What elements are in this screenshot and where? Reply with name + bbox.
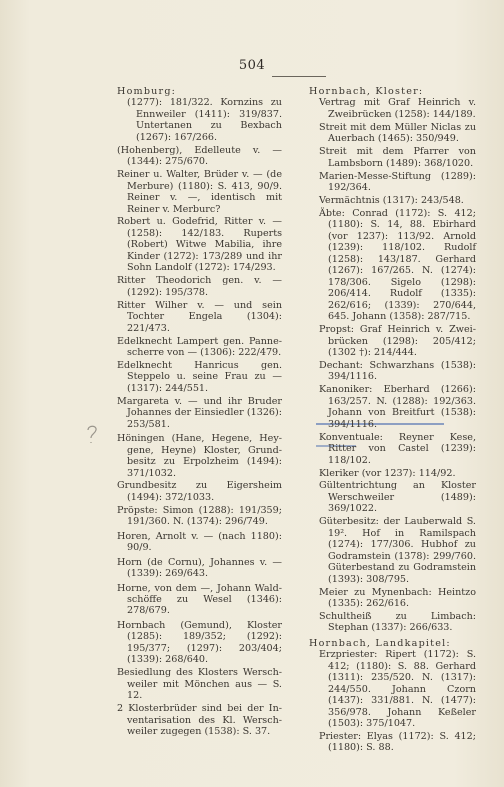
- index-heading: Hornbach, Landkapitel:: [309, 637, 451, 649]
- index-subentry: Priester: Elyas (1172): S. 412; (1180): S. 88.: [319, 730, 476, 754]
- left-column: [117, 86, 282, 739]
- index-subentry: Vertrag mit Graf Heinrich v. Zweibrücken (1258): 144/189.: [319, 97, 476, 120]
- index-subentry: Konventuale: Reyner Kese, Ritter von Castel (1239): 118/102.: [319, 431, 476, 466]
- index-heading: Homburg:: [117, 86, 177, 97]
- index-subentry: Erzpriester: Ripert (1172): S. 412; (1180): S. 88. Gerhard (1311): 235/520. N. (1317): 244/550. Johann Czorn (1437): 331/881. N. (1477): 356/978. Johann Keßeler (1503): 375/1047.: [319, 649, 476, 730]
- index-entry: Ritter Wilher v. — und sein Tochter Engela (1304): 221/473.: [117, 299, 282, 334]
- index-heading-entry: Horen, Arnolt v. — (nach 1180): 90/9.: [117, 530, 282, 554]
- index-entry: 2 Klosterbrüder sind bei der In-ventarisation des Kl. Wersch-weiler zugegen (1538): S. 37.: [117, 703, 282, 738]
- index-subentry: Vermächtnis (1317): 243/548.: [319, 195, 464, 207]
- index-subentry: Streit mit dem Müller Niclas zu Auerbach (1465): 350/949.: [319, 121, 476, 145]
- index-subentry: Meier zu Mynenbach: Heintzo (1335): 262/616.: [319, 586, 476, 609]
- index-heading-entry: Höningen (Hane, Hegene, Hey-gene, Heyne) Kloster, Grund-besitz zu Erpolzheim (1494): 371/1032.: [117, 433, 282, 479]
- index-heading-entry: Hornbach (Gemund), Kloster (1285): 189/352; (1292): 195/377; (1297): 203/404; (1339): 268/640.: [117, 619, 282, 666]
- index-subentry: Güterbesitz: der Lauberwald S. 19². Hof in Ramilspach (1274): 177/306. Hubhof zu Godramstein (1378): 299/760. Güterbestand zu Godramstein (1393): 308/795.: [319, 516, 476, 585]
- page-number-rule: [272, 76, 326, 77]
- index-heading-entry: Horn (de Cornu), Johannes v. — (1339): 269/643.: [117, 556, 282, 580]
- index-entry: Edelknecht Hanricus gen. Steppelo u. seine Frau zu — (1317): 244/551.: [117, 359, 282, 394]
- index-subentry: Äbte: Conrad (1172): S. 412; (1180): S. 14, 88. Ebirhard (vor 1237): 113/92. Arnold (1239): 118/102. Rudolf (1258): 143/187. Gerhard (1267): 167/265. N. (1274): 178/306. Sigelo (1298): 206/414. Rudolf (1335): 262/616; (1339): 270/644, 645. Johann (1358): 287/715.: [319, 208, 476, 323]
- index-entry: Ritter Theodorich gen. v. — (1292): 195/378.: [117, 275, 282, 298]
- index-subentry: Dechant: Schwarzhans (1538): 394/1116.: [319, 359, 476, 383]
- index-entry: Pröpste: Simon (1288): 191/359; 191/360. N. (1374): 296/749.: [117, 504, 282, 528]
- index-entry: Besiedlung des Klosters Wersch-weiler mit Mönchen aus — S. 12.: [117, 667, 282, 702]
- index-subentry: Schultheiß zu Limbach: Stephan (1337): 266/633.: [319, 610, 476, 634]
- index-subentry: Propst: Graf Heinrich v. Zwei-brücken (1298): 205/412; (1302 †): 214/444.: [319, 324, 476, 358]
- index-subentry: Marien-Messe-Stiftung (1289): 192/364.: [319, 170, 476, 194]
- page-number: 504: [238, 58, 266, 73]
- index-heading-entry: Horne, von dem —, Johann Wald-schöffe zu Wesel (1346): 278/679.: [117, 582, 282, 617]
- index-subentry: Gültentrichtung an Kloster Werschweiler (1489): 369/1022.: [319, 480, 476, 515]
- index-entry: Margareta v. — und ihr Bruder Johannes der Einsiedler (1326): 253/581.: [117, 395, 282, 430]
- index-entry: (Hohenberg), Edelleute v. — (1344): 275/670.: [117, 144, 282, 168]
- index-entry: Reiner u. Walter, Brüder v. — (de Merbure) (1180): S. 413, 90/9. Reiner v. —, identisch mit Reiner v. Merburc?: [117, 169, 282, 215]
- index-entry: Robert u. Godefrid, Ritter v. — (1258): 142/183. Ruperts (Robert) Witwe Mabilia, ihre Kinder (1272): 173/289 und ihr Sohn Landolf (1272): 174/293.: [117, 216, 282, 274]
- index-entry: Edelknecht Lampert gen. Panne-scherre von — (1306): 222/479.: [117, 335, 282, 358]
- right-column: [309, 86, 476, 755]
- index-subentry: Kanoniker: Eberhard (1266): 163/257. N. (1288): 192/363. Johann von Breitfurt (1538): 394/1116.: [319, 384, 476, 430]
- index-subentry: Streit mit dem Pfarrer von Lambsborn (1489): 368/1020.: [319, 146, 476, 169]
- index-entry: Grundbesitz zu Eigersheim (1494): 372/1033.: [117, 480, 282, 503]
- index-subentry: (1277): 181/322. Kornzins zu Ennweiler (1411): 319/837. Untertanen zu Bexbach (1267): 167/266.: [127, 97, 282, 143]
- index-subentry: Kleriker (vor 1237): 114/92.: [319, 467, 456, 479]
- index-heading: Hornbach, Kloster:: [309, 86, 424, 97]
- pencil-question-mark: [82, 424, 102, 446]
